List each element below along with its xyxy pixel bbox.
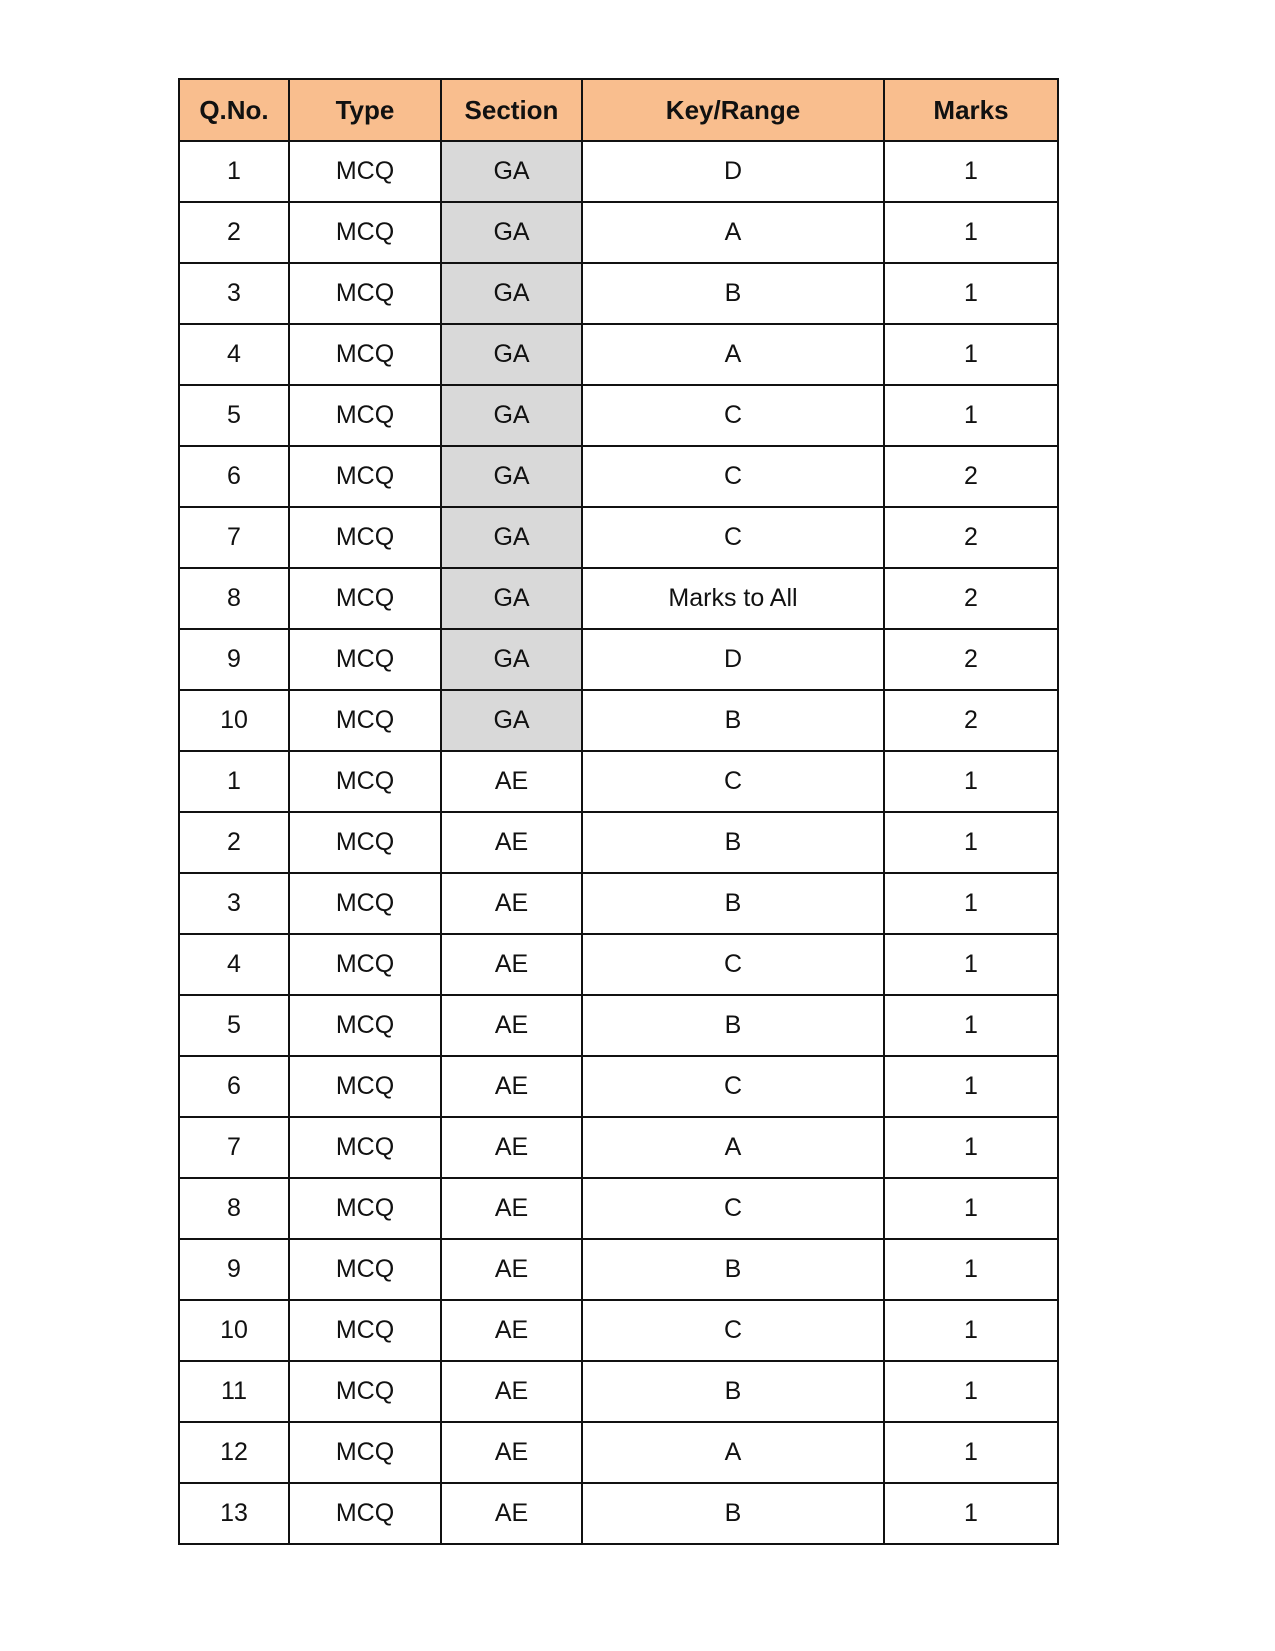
cell-qno: 3 — [179, 263, 289, 324]
cell-type: MCQ — [289, 995, 441, 1056]
cell-marks: 1 — [884, 751, 1058, 812]
table-row — [179, 1239, 1058, 1300]
cell-section: AE — [441, 1239, 582, 1300]
cell-key-range: A — [582, 1422, 884, 1483]
cell-key-range: Marks to All — [582, 568, 884, 629]
table-row — [179, 263, 1058, 324]
cell-key-range: B — [582, 812, 884, 873]
table-row — [179, 507, 1058, 568]
cell-section: AE — [441, 812, 582, 873]
header-type: Type — [289, 79, 441, 141]
cell-qno: 5 — [179, 995, 289, 1056]
cell-key-range: B — [582, 690, 884, 751]
cell-type: MCQ — [289, 385, 441, 446]
table-row — [179, 629, 1058, 690]
cell-key-range: C — [582, 1178, 884, 1239]
cell-type: MCQ — [289, 873, 441, 934]
cell-marks: 2 — [884, 629, 1058, 690]
cell-section: AE — [441, 1056, 582, 1117]
cell-qno: 10 — [179, 1300, 289, 1361]
cell-qno: 4 — [179, 934, 289, 995]
cell-type: MCQ — [289, 1483, 441, 1544]
cell-type: MCQ — [289, 934, 441, 995]
cell-section: AE — [441, 873, 582, 934]
cell-section: AE — [441, 1422, 582, 1483]
cell-marks: 2 — [884, 690, 1058, 751]
cell-qno: 8 — [179, 1178, 289, 1239]
cell-qno: 13 — [179, 1483, 289, 1544]
table-header-row — [179, 79, 1058, 141]
cell-type: MCQ — [289, 1300, 441, 1361]
cell-qno: 8 — [179, 568, 289, 629]
cell-section: AE — [441, 1483, 582, 1544]
table-row — [179, 1483, 1058, 1544]
cell-section: AE — [441, 934, 582, 995]
cell-key-range: C — [582, 507, 884, 568]
table-row — [179, 1178, 1058, 1239]
table-row — [179, 385, 1058, 446]
table-row — [179, 812, 1058, 873]
cell-qno: 4 — [179, 324, 289, 385]
cell-section: AE — [441, 1300, 582, 1361]
cell-qno: 1 — [179, 751, 289, 812]
cell-section: AE — [441, 1117, 582, 1178]
cell-type: MCQ — [289, 202, 441, 263]
cell-key-range: C — [582, 934, 884, 995]
cell-key-range: B — [582, 263, 884, 324]
header-key-range: Key/Range — [582, 79, 884, 141]
cell-marks: 1 — [884, 1056, 1058, 1117]
cell-marks: 1 — [884, 324, 1058, 385]
table-row — [179, 1300, 1058, 1361]
cell-key-range: C — [582, 1056, 884, 1117]
cell-key-range: C — [582, 751, 884, 812]
cell-key-range: A — [582, 1117, 884, 1178]
table-row — [179, 1361, 1058, 1422]
cell-key-range: B — [582, 1483, 884, 1544]
cell-marks: 2 — [884, 568, 1058, 629]
header-marks: Marks — [884, 79, 1058, 141]
cell-key-range: D — [582, 629, 884, 690]
cell-type: MCQ — [289, 507, 441, 568]
table-row — [179, 141, 1058, 202]
cell-section: GA — [441, 141, 582, 202]
cell-section: GA — [441, 202, 582, 263]
cell-section: AE — [441, 751, 582, 812]
table-row — [179, 1056, 1058, 1117]
header-qno: Q.No. — [179, 79, 289, 141]
cell-section: GA — [441, 690, 582, 751]
cell-type: MCQ — [289, 1239, 441, 1300]
cell-marks: 2 — [884, 446, 1058, 507]
cell-section: AE — [441, 1178, 582, 1239]
cell-type: MCQ — [289, 1178, 441, 1239]
cell-type: MCQ — [289, 751, 441, 812]
cell-marks: 1 — [884, 1300, 1058, 1361]
table-row — [179, 446, 1058, 507]
cell-type: MCQ — [289, 1422, 441, 1483]
table-row — [179, 1117, 1058, 1178]
cell-section: GA — [441, 263, 582, 324]
cell-key-range: C — [582, 1300, 884, 1361]
table-row — [179, 934, 1058, 995]
cell-marks: 1 — [884, 141, 1058, 202]
cell-qno: 9 — [179, 629, 289, 690]
cell-marks: 1 — [884, 385, 1058, 446]
cell-section: GA — [441, 385, 582, 446]
cell-qno: 12 — [179, 1422, 289, 1483]
cell-type: MCQ — [289, 1361, 441, 1422]
header-section: Section — [441, 79, 582, 141]
cell-qno: 7 — [179, 507, 289, 568]
table-row — [179, 324, 1058, 385]
cell-marks: 1 — [884, 995, 1058, 1056]
cell-marks: 1 — [884, 1178, 1058, 1239]
cell-key-range: B — [582, 1361, 884, 1422]
table-row — [179, 1422, 1058, 1483]
cell-section: GA — [441, 324, 582, 385]
cell-qno: 5 — [179, 385, 289, 446]
cell-marks: 1 — [884, 1239, 1058, 1300]
cell-qno: 6 — [179, 446, 289, 507]
cell-key-range: D — [582, 141, 884, 202]
cell-type: MCQ — [289, 568, 441, 629]
cell-marks: 1 — [884, 934, 1058, 995]
table-body — [179, 141, 1058, 1544]
cell-qno: 9 — [179, 1239, 289, 1300]
cell-type: MCQ — [289, 324, 441, 385]
cell-qno: 6 — [179, 1056, 289, 1117]
table-row — [179, 751, 1058, 812]
cell-key-range: A — [582, 324, 884, 385]
cell-type: MCQ — [289, 446, 441, 507]
cell-type: MCQ — [289, 141, 441, 202]
cell-type: MCQ — [289, 1056, 441, 1117]
cell-qno: 11 — [179, 1361, 289, 1422]
cell-key-range: B — [582, 1239, 884, 1300]
table-row — [179, 202, 1058, 263]
cell-type: MCQ — [289, 629, 441, 690]
cell-type: MCQ — [289, 690, 441, 751]
table-row — [179, 690, 1058, 751]
cell-section: AE — [441, 995, 582, 1056]
answer-key-table — [178, 78, 1059, 1545]
cell-marks: 2 — [884, 507, 1058, 568]
cell-key-range: C — [582, 385, 884, 446]
cell-section: GA — [441, 446, 582, 507]
cell-qno: 2 — [179, 812, 289, 873]
cell-marks: 1 — [884, 812, 1058, 873]
cell-marks: 1 — [884, 1117, 1058, 1178]
cell-section: GA — [441, 507, 582, 568]
cell-marks: 1 — [884, 1361, 1058, 1422]
cell-marks: 1 — [884, 1422, 1058, 1483]
cell-qno: 3 — [179, 873, 289, 934]
cell-type: MCQ — [289, 1117, 441, 1178]
cell-section: GA — [441, 629, 582, 690]
cell-key-range: A — [582, 202, 884, 263]
cell-type: MCQ — [289, 263, 441, 324]
cell-marks: 1 — [884, 1483, 1058, 1544]
cell-section: GA — [441, 568, 582, 629]
table-row — [179, 873, 1058, 934]
cell-qno: 10 — [179, 690, 289, 751]
cell-marks: 1 — [884, 873, 1058, 934]
cell-key-range: B — [582, 873, 884, 934]
cell-key-range: C — [582, 446, 884, 507]
cell-marks: 1 — [884, 202, 1058, 263]
table-row — [179, 995, 1058, 1056]
cell-qno: 2 — [179, 202, 289, 263]
cell-qno: 7 — [179, 1117, 289, 1178]
cell-marks: 1 — [884, 263, 1058, 324]
cell-key-range: B — [582, 995, 884, 1056]
cell-section: AE — [441, 1361, 582, 1422]
table-row — [179, 568, 1058, 629]
cell-qno: 1 — [179, 141, 289, 202]
cell-type: MCQ — [289, 812, 441, 873]
